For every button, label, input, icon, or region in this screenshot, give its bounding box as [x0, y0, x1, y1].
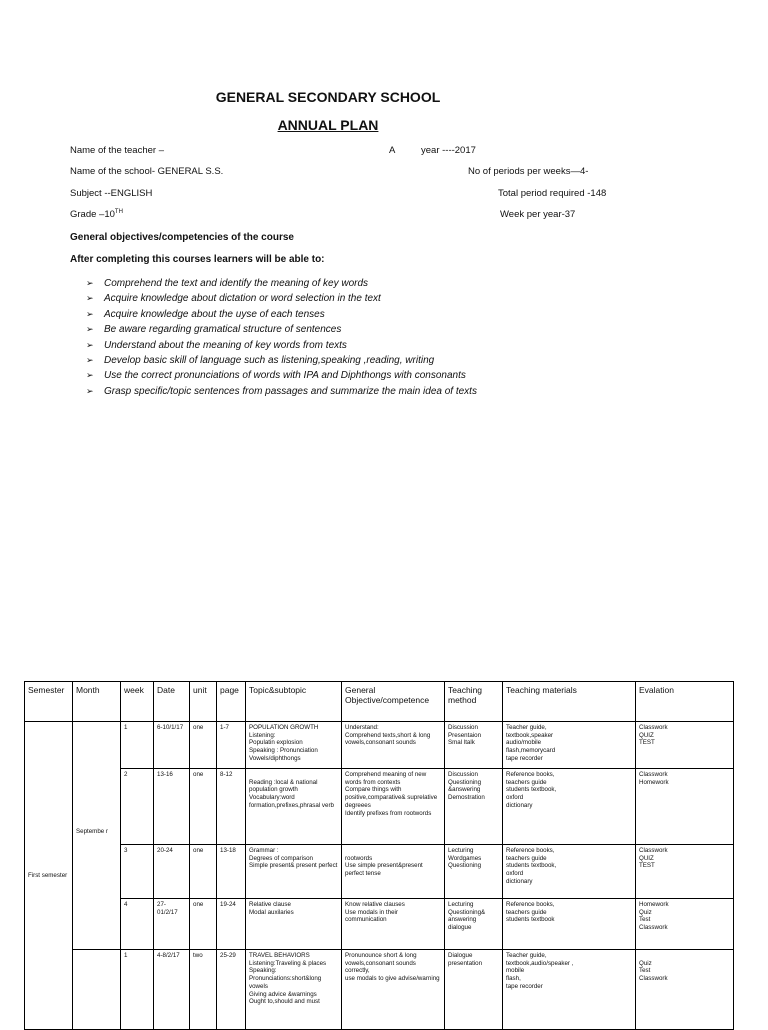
evaluation-cell-line: TEST	[639, 862, 655, 870]
teacher-name-label: Name of the teacher –	[70, 145, 164, 156]
topic-cell-line: Vocabulary:word formation,prefixes,phrasal verb	[249, 794, 334, 809]
method-cell-line: Lecturing	[448, 901, 474, 908]
topic-cell-line: Grammar :	[249, 847, 279, 854]
total-period-label: Total period required -148	[498, 188, 607, 199]
arrow-bullet-icon: ➢	[86, 293, 94, 304]
materials-cell-line: students textbook,	[506, 862, 557, 870]
evaluation-cell-line: Test	[639, 916, 651, 924]
materials-cell-line: flash,	[506, 975, 521, 983]
grade-text: Grade –10	[70, 209, 115, 221]
objective-text: Grasp specific/topic sentences from passages and summarize the main idea of texts	[104, 385, 477, 397]
evaluation-cell-line: TEST	[639, 739, 655, 747]
objective-cell-line: Understand:	[345, 724, 379, 731]
materials-cell-line: Reference books,	[506, 901, 555, 908]
evaluation-cell	[636, 950, 734, 1030]
materials-cell-line: teachers guide	[506, 908, 547, 916]
topic-cell-line: Speaking : Pronunciation	[249, 747, 318, 755]
month-cell-empty	[73, 950, 121, 1030]
materials-cell-line: students textbook	[506, 916, 555, 924]
objective-item	[86, 384, 477, 399]
objective-item	[86, 307, 477, 322]
topic-cell	[246, 845, 342, 899]
objective-cell-line: use modals to give advise/warning	[345, 975, 440, 983]
objective-cell-line: Know relative clauses	[345, 901, 405, 908]
method-cell	[445, 722, 503, 769]
table-row	[25, 950, 734, 1030]
objective-cell	[342, 845, 445, 899]
objective-item	[86, 368, 477, 383]
objective-cell-line: Pronunounce short & long vowels,consonant sounds correctly,	[345, 952, 417, 975]
evaluation-cell-line: Test	[639, 967, 651, 975]
objective-item	[86, 291, 477, 306]
year-a-label: A	[389, 145, 396, 156]
year-label: year ----2017	[421, 145, 476, 156]
materials-cell-line: dictionary	[506, 801, 533, 809]
page-cell: 1-7	[217, 722, 246, 769]
subject-label: Subject --ENGLISH	[70, 188, 153, 199]
method-cell-line: dialogue	[448, 924, 472, 932]
header-week: week	[121, 682, 154, 722]
evaluation-cell-line: Classwork	[639, 724, 668, 731]
school-name-label: Name of the school- GENERAL S.S.	[70, 166, 224, 177]
materials-cell-line: Reference books,	[506, 847, 555, 854]
page-cell: 13-18	[217, 845, 246, 899]
month-cell	[73, 722, 121, 950]
objective-cell-line: Compare things with positive,comparative& suprelative degreees	[345, 786, 438, 809]
periods-label: No of periods per weeks—4-	[468, 166, 589, 177]
arrow-bullet-icon: ➢	[86, 339, 94, 350]
topic-cell	[246, 722, 342, 769]
method-cell-line: Wordgames	[448, 854, 482, 862]
materials-cell-line: mobile	[506, 967, 525, 975]
materials-cell-line: flash,memorycard	[506, 747, 556, 755]
objective-cell-line: Identify prefixes from rootwords	[345, 809, 432, 817]
topic-cell	[246, 769, 342, 845]
header-topic: Topic&subtopic	[246, 682, 342, 722]
objective-cell-line: Comprehend texts,short & long vowels,consonant sounds	[345, 731, 431, 747]
materials-cell-line: Teacher guide,	[506, 724, 547, 731]
method-cell-line: Questioning&	[448, 908, 486, 916]
topic-cell-line: Reading :local & national population growth	[249, 778, 318, 794]
method-cell	[445, 899, 503, 950]
evaluation-cell-line: Quiz	[639, 959, 652, 967]
unit-cell: one	[190, 722, 217, 769]
annual-plan-table	[24, 681, 734, 1030]
topic-cell-line: Listening:Traveling & places	[249, 959, 327, 967]
header-method: Teaching method	[445, 682, 503, 722]
materials-cell-line: teachers guide	[506, 854, 547, 862]
header-unit: unit	[190, 682, 217, 722]
objective-item	[86, 322, 477, 337]
materials-cell-line: dictionary	[506, 877, 533, 885]
header-materials: Teaching materials	[503, 682, 636, 722]
method-cell-line: Smal ltalk	[448, 739, 475, 747]
unit-cell: one	[190, 899, 217, 950]
evaluation-cell-line: QUIZ	[639, 731, 654, 739]
objectives-list	[86, 276, 477, 399]
evaluation-cell-line: Homework	[639, 778, 669, 786]
semester-cell: First semester	[25, 722, 73, 1030]
table-row	[25, 845, 734, 899]
method-cell-line: Demostration	[448, 794, 485, 802]
objective-text: Acquire knowledge about the uyse of each tenses	[104, 308, 325, 320]
topic-cell-line: Populatin explosion	[249, 739, 303, 747]
method-cell	[445, 845, 503, 899]
topic-cell-line: Ought to,should and must	[249, 998, 320, 1006]
topic-cell-line: Modal auxilaries	[249, 908, 294, 916]
materials-cell-line: teachers guide	[506, 778, 547, 786]
date-cell: 6-10/1/17	[154, 722, 190, 769]
objective-text: Understand about the meaning of key words from texts	[104, 339, 347, 351]
unit-cell: one	[190, 845, 217, 899]
method-cell	[445, 769, 503, 845]
evaluation-cell-line: Classwork	[639, 924, 668, 932]
evaluation-cell-line: Homework	[639, 901, 669, 908]
objective-item	[86, 338, 477, 353]
materials-cell-line: textbook,audio/speaker ,	[506, 959, 574, 967]
materials-cell-line: Teacher guide,	[506, 952, 547, 959]
method-cell-line: Questioning	[448, 862, 482, 870]
topic-cell	[246, 899, 342, 950]
plan-title: ANNUAL PLAN	[277, 117, 379, 133]
header-month: Month	[73, 682, 121, 722]
method-cell-line: answering	[448, 916, 477, 924]
objective-cell	[342, 769, 445, 845]
date-cell: 27-01/2/17	[154, 899, 190, 950]
objective-cell-line: Comprehend meaning of new words from contexts	[345, 771, 427, 786]
topic-cell-line: Degrees of comparison	[249, 854, 313, 862]
evaluation-cell-line: Quiz	[639, 908, 652, 916]
page-cell: 25-29	[217, 950, 246, 1030]
method-cell-line: presentation	[448, 959, 483, 967]
page-cell: 19-24	[217, 899, 246, 950]
evaluation-cell	[636, 899, 734, 950]
topic-cell-line: TRAVEL BEHAVIORS	[249, 952, 310, 959]
table-header-row	[25, 682, 734, 722]
materials-cell-line: textbook,speaker	[506, 731, 554, 739]
objective-text: Comprehend the text and identify the meaning of key words	[104, 278, 369, 289]
evaluation-cell	[636, 722, 734, 769]
objectives-subheading: After completing this courses learners will be able to:	[70, 254, 325, 265]
materials-cell-line: tape recorder	[506, 754, 543, 762]
materials-cell	[503, 950, 636, 1030]
objective-cell-line: rootwords	[345, 854, 373, 862]
table-row	[25, 722, 734, 769]
unit-cell: two	[190, 950, 217, 1030]
header-evaluation: Evalation	[636, 682, 734, 722]
evaluation-cell	[636, 769, 734, 845]
materials-cell-line: oxford	[506, 870, 524, 878]
topic-cell	[246, 950, 342, 1030]
evaluation-cell-line: Classwork	[639, 771, 668, 778]
objective-cell	[342, 899, 445, 950]
objective-cell-line: Use simple present&present perfect tense	[345, 862, 423, 878]
table-row	[25, 769, 734, 845]
week-cell: 1	[121, 950, 154, 1030]
objective-item	[86, 276, 477, 291]
topic-cell-line: Speaking:	[249, 967, 277, 975]
method-cell-line: Questioning	[448, 778, 482, 786]
topic-cell-line: Simple present& present perfect	[249, 862, 338, 870]
objective-text: Develop basic skill of language such as listening,speaking ,reading, writing	[104, 354, 435, 366]
objective-item	[86, 353, 477, 368]
arrow-bullet-icon: ➢	[86, 324, 94, 335]
arrow-bullet-icon: ➢	[86, 354, 94, 365]
materials-cell	[503, 722, 636, 769]
materials-cell	[503, 769, 636, 845]
table-row	[25, 899, 734, 950]
topic-cell-line: Giving advice &warnings	[249, 990, 317, 998]
objective-text: Be aware regarding gramatical structure of sentences	[104, 324, 342, 336]
topic-cell-line	[249, 771, 338, 779]
objective-cell	[342, 950, 445, 1030]
grade-label	[70, 209, 123, 220]
header-semester: Semester	[25, 682, 73, 722]
materials-cell	[503, 845, 636, 899]
objective-text: Use the correct pronunciations of words with IPA and Diphthongs with consonants	[104, 370, 466, 382]
method-cell-line: &answering	[448, 786, 481, 794]
method-cell-line: Discussion	[448, 724, 478, 731]
objective-cell	[342, 722, 445, 769]
materials-cell-line: students textbook,	[506, 786, 557, 794]
topic-cell-line: Pronunciations:short&long vowels	[249, 975, 322, 990]
method-cell	[445, 950, 503, 1030]
arrow-bullet-icon: ➢	[86, 278, 94, 288]
topic-cell-line: Relative clause	[249, 901, 291, 908]
arrow-bullet-icon: ➢	[86, 370, 94, 381]
evaluation-cell-line: Classwork	[639, 975, 668, 983]
date-cell: 4-8/2/17	[154, 950, 190, 1030]
table-body	[25, 722, 734, 1030]
unit-cell: one	[190, 769, 217, 845]
method-cell-line: Discussion	[448, 771, 478, 778]
header-objective: General Objective/competence	[342, 682, 445, 722]
method-cell-line: Presentaion	[448, 731, 482, 739]
date-cell: 20-24	[154, 845, 190, 899]
objectives-heading: General objectives/competencies of the course	[70, 232, 294, 243]
week-cell: 4	[121, 899, 154, 950]
evaluation-cell-line: Classwork	[639, 847, 668, 854]
objective-text: Acquire knowledge about dictation or word selection in the text	[104, 293, 381, 305]
month-text: Septembe r	[76, 828, 108, 835]
materials-cell	[503, 899, 636, 950]
week-cell: 3	[121, 845, 154, 899]
method-cell-line: Lecturing	[448, 847, 474, 854]
objective-cell-line	[345, 847, 441, 855]
materials-cell-line: Reference books,	[506, 771, 555, 778]
materials-cell-line: audio/mobile	[506, 739, 542, 747]
date-cell: 13-16	[154, 769, 190, 845]
arrow-bullet-icon: ➢	[86, 308, 94, 319]
method-cell-line: Dialogue	[448, 952, 473, 959]
objective-cell-line: Use modals in their communication	[345, 908, 398, 924]
topic-cell-line: Listening:	[249, 731, 276, 739]
week-cell: 2	[121, 769, 154, 845]
evaluation-cell	[636, 845, 734, 899]
materials-cell-line: oxford	[506, 794, 524, 802]
weeks-label: Week per year-37	[500, 209, 576, 220]
materials-cell-line: tape recorder	[506, 982, 543, 990]
header-page: page	[217, 682, 246, 722]
topic-cell-line: POPULATION GROWTH	[249, 724, 319, 731]
week-cell: 1	[121, 722, 154, 769]
grade-superscript: TH	[114, 209, 123, 215]
arrow-bullet-icon: ➢	[86, 385, 94, 396]
school-title: GENERAL SECONDARY SCHOOL	[215, 89, 441, 105]
page-cell: 8-12	[217, 769, 246, 845]
evaluation-cell-line: QUIZ	[639, 854, 654, 862]
header-date: Date	[154, 682, 190, 722]
topic-cell-line: Vowels/diphthongs	[249, 754, 301, 762]
evaluation-cell-line	[639, 952, 730, 960]
